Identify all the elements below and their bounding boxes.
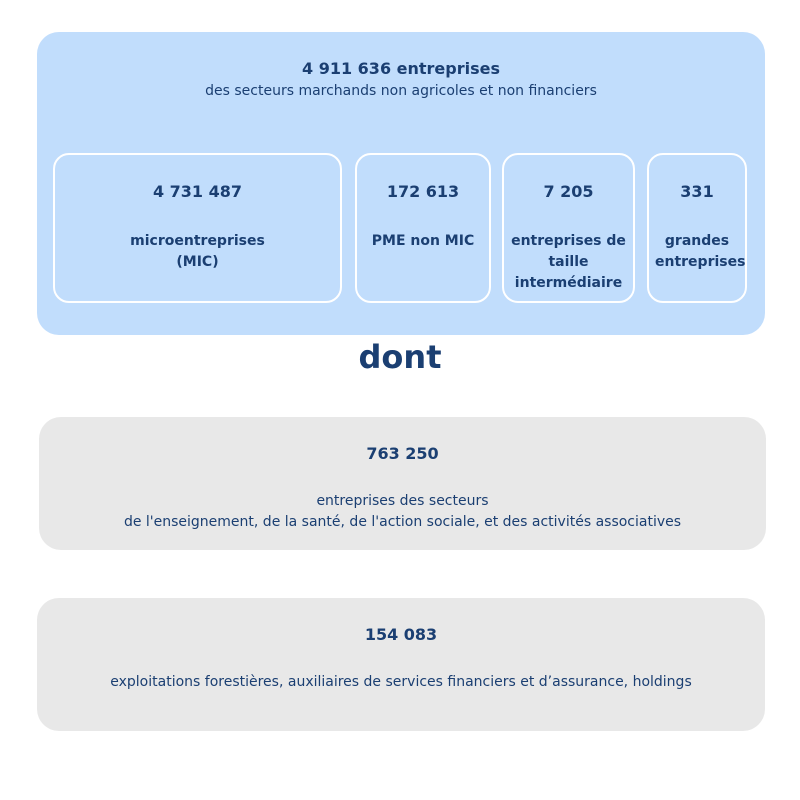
category-value: 331 bbox=[680, 182, 714, 201]
total-enterprises-description: des secteurs marchands non agricoles et non financiers bbox=[205, 83, 597, 99]
subset-panel-forestry-holdings bbox=[37, 598, 765, 731]
category-box-pme bbox=[355, 153, 491, 303]
subset-value: 763 250 bbox=[366, 444, 439, 463]
category-box-ge bbox=[647, 153, 747, 303]
category-label: PME non MIC bbox=[371, 233, 475, 249]
category-label: grandes entreprises bbox=[655, 233, 746, 270]
category-label: entreprises de taille intermédiaire bbox=[511, 233, 626, 291]
subset-description: entreprises des secteurs de l'enseignement, de la santé, de l'action sociale, et des activités associatives bbox=[123, 493, 682, 530]
dont-connector-label: dont bbox=[358, 338, 442, 376]
total-enterprises-panel bbox=[37, 32, 765, 335]
subset-value: 154 083 bbox=[364, 625, 438, 644]
category-value: 4 731 487 bbox=[152, 182, 243, 201]
category-label: microentreprises (MIC) bbox=[130, 233, 265, 270]
category-box-mic bbox=[53, 153, 342, 303]
category-value: 172 613 bbox=[386, 182, 460, 201]
category-value: 7 205 bbox=[543, 182, 594, 201]
total-enterprises-value: 4 911 636 entreprises bbox=[302, 59, 500, 78]
category-box-eti bbox=[502, 153, 635, 303]
subset-panel-social-sectors bbox=[39, 417, 766, 550]
subset-description: exploitations forestières, auxiliaires de services financiers et d’assurance, holdings bbox=[110, 674, 692, 690]
